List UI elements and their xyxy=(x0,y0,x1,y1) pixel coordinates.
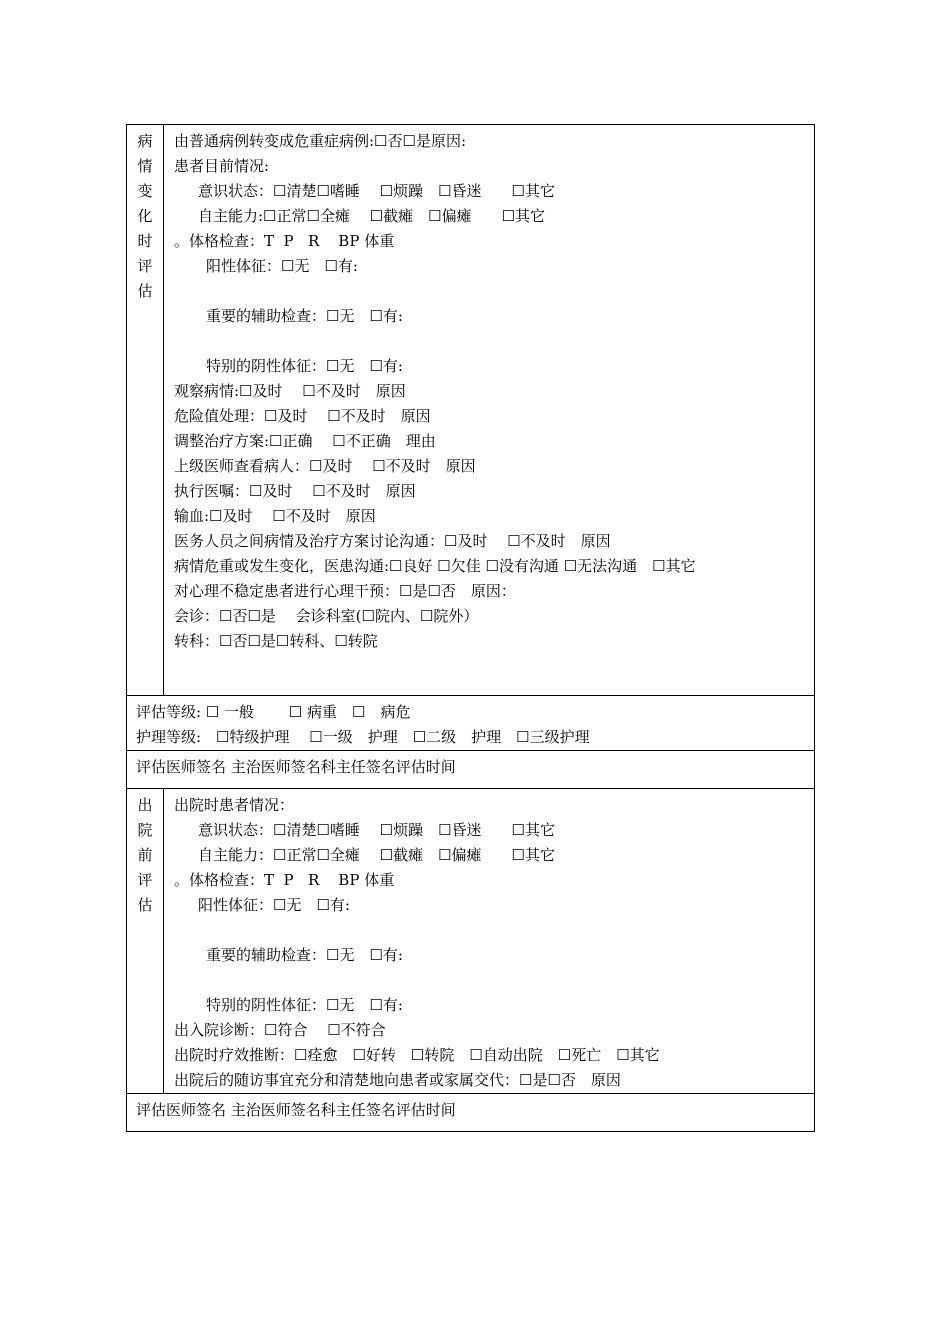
discharge-autonomy-options[interactable]: 自主能力：☐正常☐全瘫 ☐截瘫 ☐偏瘫 ☐其它 xyxy=(198,846,556,864)
side-char: 前 xyxy=(137,846,153,864)
side-char: 情 xyxy=(137,157,153,175)
side-char: 变 xyxy=(137,182,153,200)
side-char: 评 xyxy=(137,257,153,275)
auxiliary-exam-options[interactable]: 重要的辅助检查：☐无 ☐有: xyxy=(206,307,403,325)
side-char: 估 xyxy=(137,282,153,300)
grade-row xyxy=(127,696,815,751)
execute-orders-options[interactable]: 执行医嘱：☐及时 ☐不及时 原因 xyxy=(174,482,416,500)
assessment-grade-options[interactable]: 评估等级: ☐ 一般 ☐ 病重 ☐ 病危 xyxy=(136,703,411,721)
assessment-table xyxy=(126,124,815,1132)
negative-signs-options[interactable]: 特别的阴性体征：☐无 ☐有: xyxy=(206,357,403,375)
discharge-positive-signs-options[interactable]: 阳性体征：☐无 ☐有: xyxy=(198,896,350,914)
diagnosis-match-options[interactable]: 出入院诊断：☐符合 ☐不符合 xyxy=(174,1021,386,1039)
discharge-consciousness-options[interactable]: 意识状态：☐清楚☐嗜睡 ☐烦躁 ☐昏迷 ☐其它 xyxy=(198,821,556,839)
side-char: 估 xyxy=(137,896,153,914)
psych-intervention-options[interactable]: 对心理不稳定患者进行心理干预：☐是☐否 原因： xyxy=(174,582,516,600)
side-char: 化 xyxy=(137,207,153,225)
signature-row-2 xyxy=(127,1094,815,1132)
side-char: 评 xyxy=(137,871,153,889)
grade-cell xyxy=(127,696,815,751)
senior-doctor-options[interactable]: 上级医师查看病人：☐及时 ☐不及时 原因 xyxy=(174,457,476,475)
critical-value-options[interactable]: 危险值处理：☐及时 ☐不及时 原因 xyxy=(174,407,431,425)
side-char: 院 xyxy=(137,821,153,839)
signature-labels: 评估医师签名 主治医师签名科主任签名评估时间 xyxy=(136,758,456,776)
discharge-condition-heading: 出院时患者情况： xyxy=(174,796,295,814)
treatment-adjust-options[interactable]: 调整治疗方案:☐正确 ☐不正确 理由 xyxy=(174,432,436,450)
consultation-options[interactable]: 会诊：☐否☐是 会诊科室(☐院内、☐院外） xyxy=(174,607,479,625)
section-label-condition-change xyxy=(127,125,164,696)
transition-question[interactable]: 由普通病例转变成危重症病例:☐否☐是原因: xyxy=(174,132,467,150)
transfer-options[interactable]: 转科：☐否☐是☐转科、☐转院 xyxy=(174,632,378,650)
positive-signs-options[interactable]: 阳性体征：☐无 ☐有: xyxy=(206,257,358,275)
signature-labels: 评估医师签名 主治医师签名科主任签名评估时间 xyxy=(136,1101,456,1119)
discharge-physical-exam-line: 。体格检查：T P R BP 体重 xyxy=(174,871,395,889)
discharge-auxiliary-exam-options[interactable]: 重要的辅助检查：☐无 ☐有: xyxy=(206,946,403,964)
section-body-pre-discharge xyxy=(164,789,815,1094)
follow-up-options[interactable]: 出院后的随访事宜充分和清楚地向患者或家属交代：☐是☐否 原因 xyxy=(174,1071,621,1089)
observe-condition-options[interactable]: 观察病情:☐及时 ☐不及时 原因 xyxy=(174,382,406,400)
side-char: 时 xyxy=(137,232,153,250)
discharge-negative-signs-options[interactable]: 特别的阴性体征：☐无 ☐有: xyxy=(206,996,403,1014)
staff-discussion-options[interactable]: 医务人员之间病情及治疗方案讨论沟通：☐及时 ☐不及时 原因 xyxy=(174,532,611,550)
outcome-options[interactable]: 出院时疗效推断：☐痊愈 ☐好转 ☐转院 ☐自动出院 ☐死亡 ☐其它 xyxy=(174,1046,660,1064)
current-condition-heading: 患者目前情况: xyxy=(174,157,270,175)
section-body-condition-change xyxy=(164,125,815,696)
physical-exam-line: 。体格检查：T P R BP 体重 xyxy=(174,232,395,250)
signature-row-1 xyxy=(127,751,815,789)
side-char: 出 xyxy=(137,796,153,814)
transfusion-options[interactable]: 输血:☐及时 ☐不及时 原因 xyxy=(174,507,376,525)
section-pre-discharge xyxy=(127,789,815,1094)
signature-cell-1 xyxy=(127,751,815,789)
assessment-form xyxy=(126,124,815,1132)
nursing-grade-options[interactable]: 护理等级: ☐特级护理 ☐一级 护理 ☐二级 护理 ☐三级护理 xyxy=(136,728,590,746)
section-label-pre-discharge xyxy=(127,789,164,1094)
doctor-patient-communication-options[interactable]: 病情危重或发生变化，医患沟通:☐良好 ☐欠佳 ☐没有沟通 ☐无法沟通 ☐其它 xyxy=(174,557,696,575)
autonomy-options[interactable]: 自主能力:☐正常☐全瘫 ☐截瘫 ☐偏瘫 ☐其它 xyxy=(198,207,546,225)
consciousness-options[interactable]: 意识状态：☐清楚☐嗜睡 ☐烦躁 ☐昏迷 ☐其它 xyxy=(198,182,556,200)
section-condition-change xyxy=(127,125,815,696)
side-char: 病 xyxy=(137,132,153,150)
signature-cell-2 xyxy=(127,1094,815,1132)
